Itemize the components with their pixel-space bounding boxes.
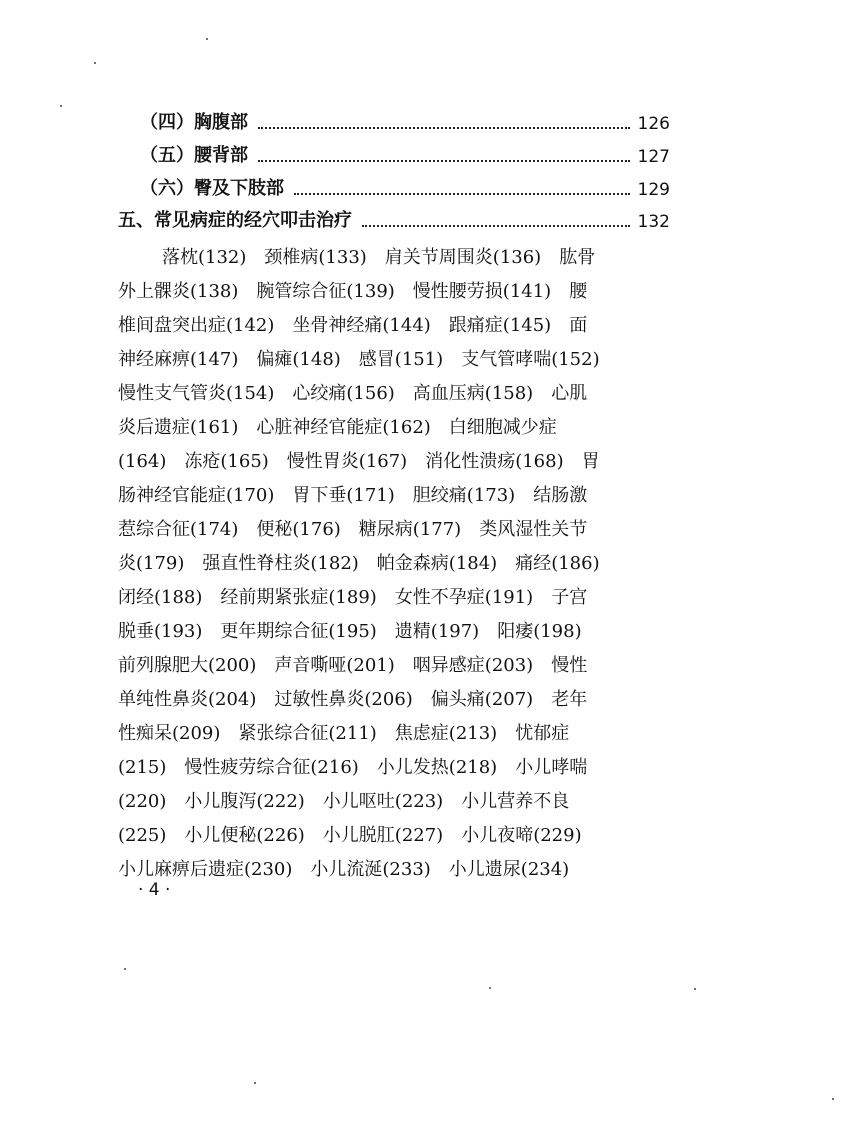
- body-line: 椎间盘突出症(142) 坐骨神经痛(144) 跟痛症(145) 面: [118, 315, 588, 336]
- toc-section-common-diseases: [118, 202, 670, 232]
- scan-speck: [832, 1098, 834, 1100]
- body-line: 闭经(188) 经前期紧张症(189) 女性不孕症(191) 子宫: [118, 587, 588, 608]
- toc-entry-label: （四）胸腹部: [140, 112, 248, 133]
- toc-entry-page: 126: [637, 114, 670, 134]
- dot-leader: [258, 159, 630, 162]
- scan-speck: [94, 62, 96, 64]
- body-line: 炎后遗症(161) 心脏神经官能症(162) 白细胞减少症: [118, 417, 557, 438]
- body-line: 前列腺肥大(200) 声音嘶哑(201) 咽异感症(203) 慢性: [118, 655, 588, 676]
- scan-speck: [206, 38, 208, 40]
- body-line: 落枕(132) 颈椎病(133) 肩关节周围炎(136) 肱骨: [162, 247, 596, 268]
- toc-entry-chest-abdomen: [140, 104, 670, 134]
- body-line: (220) 小儿腹泻(222) 小儿呕吐(223) 小儿营养不良: [118, 791, 570, 812]
- toc-section-page: 132: [637, 212, 670, 232]
- toc-entry-hip-lower-limb: [140, 170, 670, 200]
- body-line: (164) 冻疮(165) 慢性胃炎(167) 消化性溃疡(168) 胃: [118, 451, 600, 472]
- body-line: 单纯性鼻炎(204) 过敏性鼻炎(206) 偏头痛(207) 老年: [118, 689, 588, 710]
- toc-entry-label: （五）腰背部: [140, 145, 248, 166]
- body-line: 慢性支气管炎(154) 心绞痛(156) 高血压病(158) 心肌: [118, 383, 588, 404]
- scan-speck: [489, 987, 491, 989]
- toc-entry-page: 127: [637, 147, 670, 167]
- toc-section-label: 五、常见病症的经穴叩击治疗: [118, 210, 352, 231]
- dot-leader: [258, 126, 630, 129]
- scan-speck: [60, 105, 62, 107]
- toc-entry-page: 129: [637, 180, 670, 200]
- body-line: 脱垂(193) 更年期综合征(195) 遗精(197) 阳痿(198): [118, 621, 582, 642]
- body-line: 小儿麻痹后遗症(230) 小儿流涎(233) 小儿遗尿(234): [118, 859, 570, 880]
- scan-speck: [124, 968, 126, 970]
- dot-leader: [294, 192, 630, 195]
- body-line: 外上髁炎(138) 腕管综合征(139) 慢性腰劳损(141) 腰: [118, 281, 588, 302]
- body-line: (225) 小儿便秘(226) 小儿脱肛(227) 小儿夜啼(229): [118, 825, 582, 846]
- body-line: 肠神经官能症(170) 胃下垂(171) 胆绞痛(173) 结肠激: [118, 485, 588, 506]
- scan-speck: [694, 988, 696, 990]
- body-line: 炎(179) 强直性脊柱炎(182) 帕金森病(184) 痛经(186): [118, 553, 600, 574]
- page-number: · 4 ·: [138, 880, 171, 900]
- body-line: 性痴呆(209) 紧张综合征(211) 焦虑症(213) 忧郁症: [118, 723, 570, 744]
- toc-entry-lower-back: [140, 137, 670, 167]
- scan-speck: [254, 1082, 256, 1084]
- body-line: 惹综合征(174) 便秘(176) 糖尿病(177) 类风湿性关节: [118, 519, 588, 540]
- body-line: 神经麻痹(147) 偏瘫(148) 感冒(151) 支气管哮喘(152): [118, 349, 600, 370]
- body-line: (215) 慢性疲劳综合征(216) 小儿发热(218) 小儿哮喘: [118, 757, 588, 778]
- toc-entry-label: （六）臀及下肢部: [140, 178, 284, 199]
- dot-leader: [362, 224, 630, 227]
